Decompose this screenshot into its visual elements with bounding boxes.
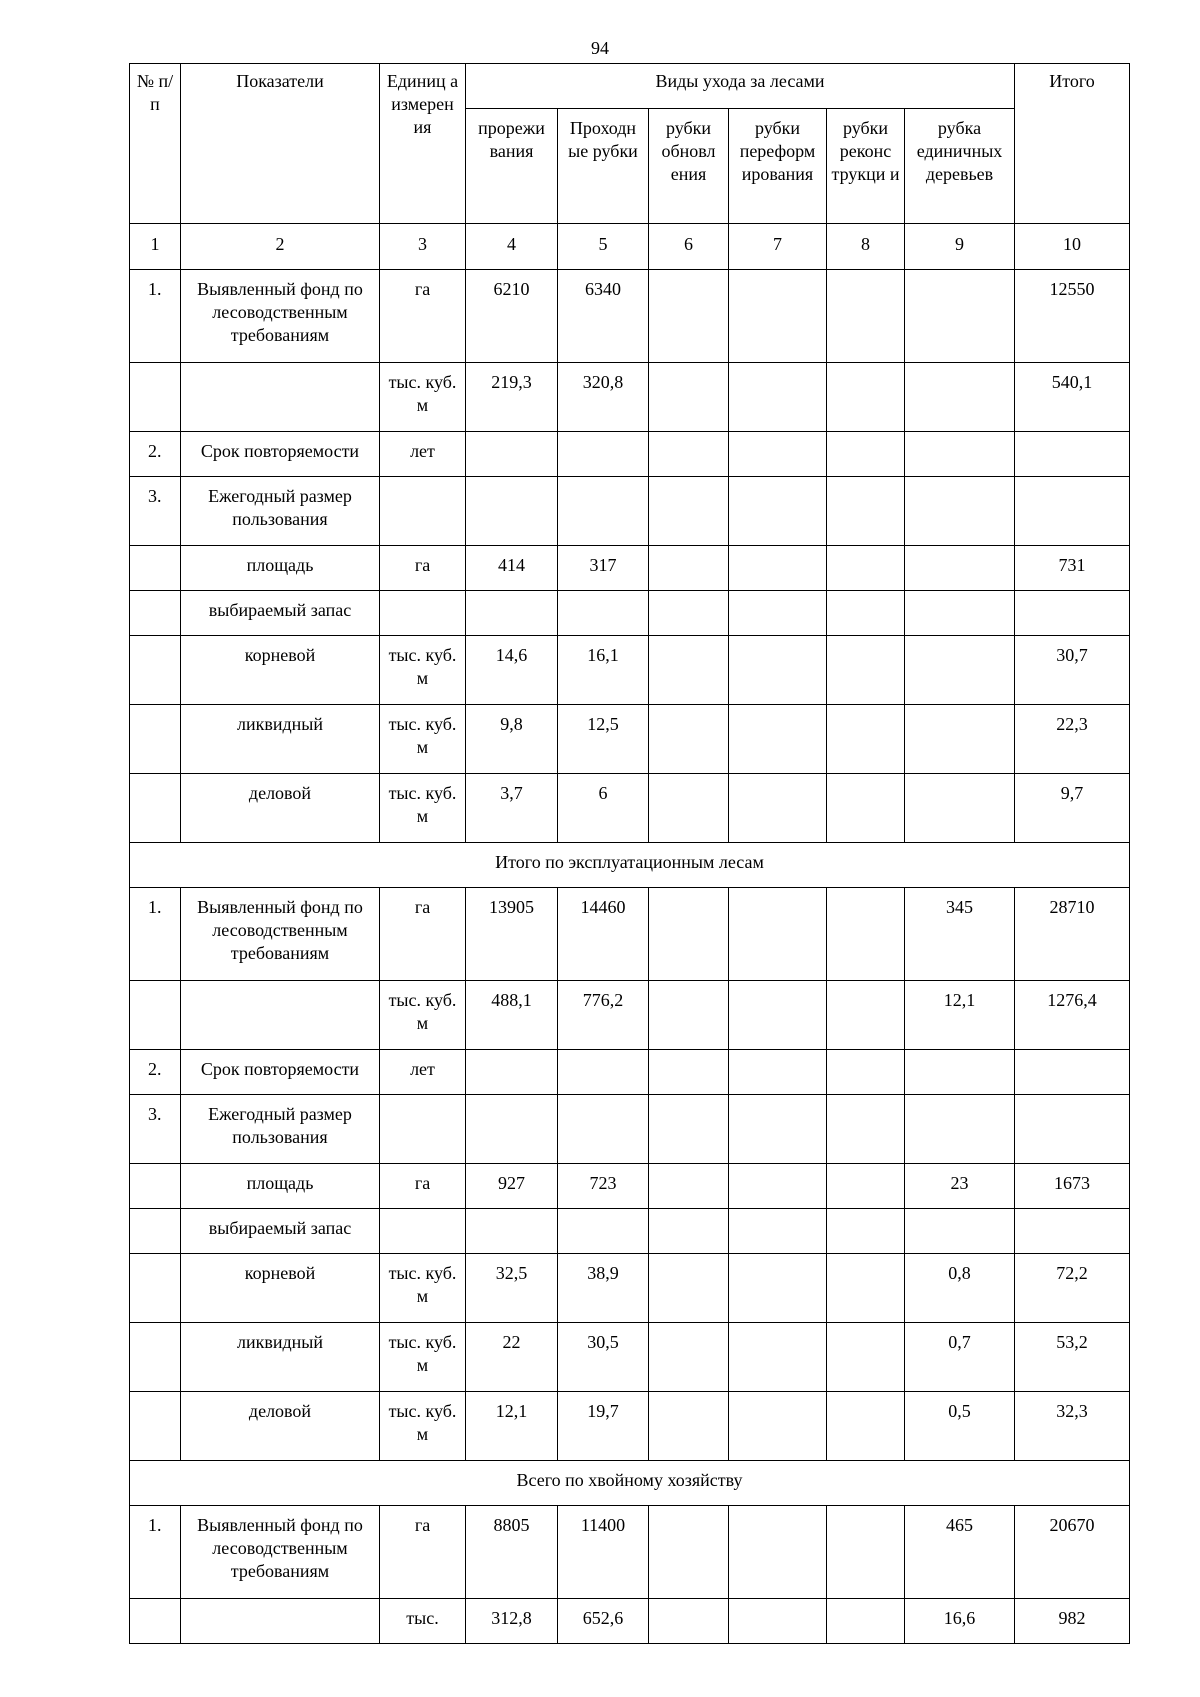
table-row	[130, 363, 1130, 432]
column-number: 5	[558, 224, 649, 270]
row-number: 2.	[130, 432, 181, 477]
table-row	[130, 888, 1130, 981]
table-row	[130, 591, 1130, 636]
reconstruction-cutting-value	[827, 1095, 905, 1164]
renewal-cutting-value	[649, 591, 729, 636]
reconstruction-cutting-value	[827, 477, 905, 546]
single-tree-cutting-value	[905, 1209, 1015, 1254]
renewal-cutting-value	[649, 888, 729, 981]
passage-cutting-value: 652,6	[558, 1599, 649, 1644]
total-value	[1015, 1209, 1130, 1254]
reformation-cutting-value	[729, 1209, 827, 1254]
indicator: выбираемый запас	[181, 1209, 380, 1254]
renewal-cutting-value	[649, 1254, 729, 1323]
single-tree-cutting-value	[905, 432, 1015, 477]
indicator: выбираемый запас	[181, 591, 380, 636]
thinning-value: 6210	[466, 270, 558, 363]
total-value: 982	[1015, 1599, 1130, 1644]
passage-cutting-value: 320,8	[558, 363, 649, 432]
unit	[380, 1095, 466, 1164]
thinning-value: 927	[466, 1164, 558, 1209]
renewal-cutting-value	[649, 1392, 729, 1461]
indicator: Ежегодный размер пользования	[181, 1095, 380, 1164]
single-tree-cutting-value: 465	[905, 1506, 1015, 1599]
table-row	[130, 1506, 1130, 1599]
unit: га	[380, 1506, 466, 1599]
reformation-cutting-value	[729, 1599, 827, 1644]
renewal-cutting-value	[649, 1506, 729, 1599]
single-tree-cutting-value	[905, 1095, 1015, 1164]
renewal-cutting-value	[649, 774, 729, 843]
reformation-cutting-value	[729, 270, 827, 363]
single-tree-cutting-value	[905, 477, 1015, 546]
passage-cutting-value	[558, 591, 649, 636]
total-value: 72,2	[1015, 1254, 1130, 1323]
reconstruction-cutting-value	[827, 363, 905, 432]
column-number: 10	[1015, 224, 1130, 270]
single-tree-cutting-value	[905, 1050, 1015, 1095]
single-tree-cutting-value: 12,1	[905, 981, 1015, 1050]
table-row	[130, 1392, 1130, 1461]
header-single-tree-cutting: рубка единичных деревьев	[905, 109, 1015, 224]
row-number: 1.	[130, 270, 181, 363]
thinning-value: 414	[466, 546, 558, 591]
indicator: площадь	[181, 1164, 380, 1209]
reconstruction-cutting-value	[827, 636, 905, 705]
indicator: Ежегодный размер пользования	[181, 477, 380, 546]
total-value: 22,3	[1015, 705, 1130, 774]
column-number: 2	[181, 224, 380, 270]
thinning-value: 9,8	[466, 705, 558, 774]
unit	[380, 591, 466, 636]
indicator: Выявленный фонд по лесоводственным требованиям	[181, 270, 380, 363]
total-value: 32,3	[1015, 1392, 1130, 1461]
passage-cutting-value: 19,7	[558, 1392, 649, 1461]
reconstruction-cutting-value	[827, 270, 905, 363]
renewal-cutting-value	[649, 1095, 729, 1164]
row-number	[130, 1164, 181, 1209]
passage-cutting-value: 30,5	[558, 1323, 649, 1392]
total-value: 540,1	[1015, 363, 1130, 432]
table-row	[130, 774, 1130, 843]
single-tree-cutting-value	[905, 636, 1015, 705]
unit: лет	[380, 432, 466, 477]
thinning-value: 32,5	[466, 1254, 558, 1323]
table-row	[130, 1164, 1130, 1209]
reconstruction-cutting-value	[827, 591, 905, 636]
reformation-cutting-value	[729, 1323, 827, 1392]
reformation-cutting-value	[729, 981, 827, 1050]
reformation-cutting-value	[729, 705, 827, 774]
single-tree-cutting-value: 0,7	[905, 1323, 1015, 1392]
reconstruction-cutting-value	[827, 1599, 905, 1644]
passage-cutting-value: 12,5	[558, 705, 649, 774]
unit	[380, 1209, 466, 1254]
thinning-value	[466, 1050, 558, 1095]
row-number	[130, 636, 181, 705]
column-number: 9	[905, 224, 1015, 270]
single-tree-cutting-value	[905, 270, 1015, 363]
renewal-cutting-value	[649, 1599, 729, 1644]
indicator: площадь	[181, 546, 380, 591]
header-passage-cutting: Проходн ые рубки	[558, 109, 649, 224]
passage-cutting-value: 6	[558, 774, 649, 843]
column-number: 7	[729, 224, 827, 270]
indicator: деловой	[181, 774, 380, 843]
row-number	[130, 1254, 181, 1323]
reconstruction-cutting-value	[827, 1050, 905, 1095]
header-row	[130, 64, 1130, 109]
reformation-cutting-value	[729, 1506, 827, 1599]
row-number	[130, 1599, 181, 1644]
reformation-cutting-value	[729, 1050, 827, 1095]
total-value	[1015, 591, 1130, 636]
renewal-cutting-value	[649, 432, 729, 477]
thinning-value	[466, 1095, 558, 1164]
table-row	[130, 1209, 1130, 1254]
section-title: Итого по эксплуатационным лесам	[130, 843, 1130, 888]
indicator: корневой	[181, 636, 380, 705]
table-row	[130, 270, 1130, 363]
thinning-value	[466, 477, 558, 546]
reconstruction-cutting-value	[827, 705, 905, 774]
single-tree-cutting-value	[905, 546, 1015, 591]
reformation-cutting-value	[729, 477, 827, 546]
passage-cutting-value	[558, 477, 649, 546]
reconstruction-cutting-value	[827, 1392, 905, 1461]
table-row	[130, 546, 1130, 591]
renewal-cutting-value	[649, 705, 729, 774]
unit: тыс. куб. м	[380, 1392, 466, 1461]
unit	[380, 477, 466, 546]
thinning-value	[466, 432, 558, 477]
unit: тыс. куб. м	[380, 981, 466, 1050]
passage-cutting-value: 38,9	[558, 1254, 649, 1323]
renewal-cutting-value	[649, 1050, 729, 1095]
reconstruction-cutting-value	[827, 1323, 905, 1392]
passage-cutting-value: 776,2	[558, 981, 649, 1050]
thinning-value: 8805	[466, 1506, 558, 1599]
thinning-value	[466, 1209, 558, 1254]
passage-cutting-value: 16,1	[558, 636, 649, 705]
total-value: 20670	[1015, 1506, 1130, 1599]
row-number	[130, 591, 181, 636]
table-row	[130, 477, 1130, 546]
reformation-cutting-value	[729, 1392, 827, 1461]
unit: тыс. куб. м	[380, 1323, 466, 1392]
indicator	[181, 363, 380, 432]
header-indicators: Показатели	[181, 64, 380, 224]
indicator: Срок повторяемости	[181, 432, 380, 477]
thinning-value: 219,3	[466, 363, 558, 432]
reconstruction-cutting-value	[827, 1506, 905, 1599]
unit: га	[380, 546, 466, 591]
passage-cutting-value	[558, 1095, 649, 1164]
renewal-cutting-value	[649, 981, 729, 1050]
thinning-value: 22	[466, 1323, 558, 1392]
header-total: Итого	[1015, 64, 1130, 224]
header-care-types: Виды ухода за лесами	[466, 64, 1015, 109]
row-number	[130, 774, 181, 843]
single-tree-cutting-value	[905, 591, 1015, 636]
indicator: деловой	[181, 1392, 380, 1461]
table-row	[130, 636, 1130, 705]
table-row	[130, 1050, 1130, 1095]
header-renewal-cutting: рубки обновл ения	[649, 109, 729, 224]
column-number-row	[130, 224, 1130, 270]
table-row	[130, 1323, 1130, 1392]
single-tree-cutting-value: 0,8	[905, 1254, 1015, 1323]
total-value	[1015, 1095, 1130, 1164]
reformation-cutting-value	[729, 363, 827, 432]
single-tree-cutting-value: 16,6	[905, 1599, 1015, 1644]
reconstruction-cutting-value	[827, 981, 905, 1050]
indicator	[181, 1599, 380, 1644]
thinning-value: 13905	[466, 888, 558, 981]
section-title: Всего по хвойному хозяйству	[130, 1461, 1130, 1506]
table-row	[130, 705, 1130, 774]
renewal-cutting-value	[649, 270, 729, 363]
column-number: 8	[827, 224, 905, 270]
single-tree-cutting-value	[905, 363, 1015, 432]
column-number: 1	[130, 224, 181, 270]
single-tree-cutting-value: 345	[905, 888, 1015, 981]
indicator: Срок повторяемости	[181, 1050, 380, 1095]
single-tree-cutting-value: 0,5	[905, 1392, 1015, 1461]
reconstruction-cutting-value	[827, 1254, 905, 1323]
reformation-cutting-value	[729, 1254, 827, 1323]
reformation-cutting-value	[729, 774, 827, 843]
section-row	[130, 1461, 1130, 1506]
page-number: 94	[591, 38, 609, 58]
total-value: 1673	[1015, 1164, 1130, 1209]
total-value: 28710	[1015, 888, 1130, 981]
reformation-cutting-value	[729, 1164, 827, 1209]
renewal-cutting-value	[649, 546, 729, 591]
section-row	[130, 843, 1130, 888]
row-number	[130, 1323, 181, 1392]
renewal-cutting-value	[649, 1209, 729, 1254]
reformation-cutting-value	[729, 888, 827, 981]
passage-cutting-value: 14460	[558, 888, 649, 981]
unit: га	[380, 888, 466, 981]
passage-cutting-value	[558, 1050, 649, 1095]
reformation-cutting-value	[729, 636, 827, 705]
header-thinning: прорежи вания	[466, 109, 558, 224]
row-number	[130, 1209, 181, 1254]
passage-cutting-value: 6340	[558, 270, 649, 363]
thinning-value	[466, 591, 558, 636]
indicator: ликвидный	[181, 705, 380, 774]
total-value	[1015, 1050, 1130, 1095]
total-value: 1276,4	[1015, 981, 1130, 1050]
passage-cutting-value: 11400	[558, 1506, 649, 1599]
reconstruction-cutting-value	[827, 546, 905, 591]
thinning-value: 3,7	[466, 774, 558, 843]
unit: тыс. куб. м	[380, 1254, 466, 1323]
renewal-cutting-value	[649, 1323, 729, 1392]
total-value	[1015, 432, 1130, 477]
table-row	[130, 1095, 1130, 1164]
total-value: 12550	[1015, 270, 1130, 363]
table-row	[130, 432, 1130, 477]
indicator: Выявленный фонд по лесоводственным требованиям	[181, 888, 380, 981]
row-number: 3.	[130, 1095, 181, 1164]
passage-cutting-value: 317	[558, 546, 649, 591]
indicator	[181, 981, 380, 1050]
header-num: № п/п	[130, 64, 181, 224]
table-row	[130, 1599, 1130, 1644]
indicator: корневой	[181, 1254, 380, 1323]
forest-care-table	[129, 63, 1130, 1644]
indicator: ликвидный	[181, 1323, 380, 1392]
single-tree-cutting-value	[905, 774, 1015, 843]
reconstruction-cutting-value	[827, 1164, 905, 1209]
thinning-value: 12,1	[466, 1392, 558, 1461]
indicator: Выявленный фонд по лесоводственным требованиям	[181, 1506, 380, 1599]
total-value: 731	[1015, 546, 1130, 591]
header-reconstruction-cutting: рубки реконс трукци и	[827, 109, 905, 224]
unit: га	[380, 1164, 466, 1209]
header-reformation-cutting: рубки переформ ирования	[729, 109, 827, 224]
row-number: 1.	[130, 1506, 181, 1599]
row-number	[130, 981, 181, 1050]
reformation-cutting-value	[729, 432, 827, 477]
unit: тыс. куб. м	[380, 705, 466, 774]
unit: тыс. куб. м	[380, 636, 466, 705]
thinning-value: 488,1	[466, 981, 558, 1050]
reconstruction-cutting-value	[827, 774, 905, 843]
renewal-cutting-value	[649, 636, 729, 705]
reconstruction-cutting-value	[827, 1209, 905, 1254]
row-number	[130, 363, 181, 432]
row-number	[130, 546, 181, 591]
total-value	[1015, 477, 1130, 546]
column-number: 6	[649, 224, 729, 270]
renewal-cutting-value	[649, 1164, 729, 1209]
column-number: 3	[380, 224, 466, 270]
row-number	[130, 705, 181, 774]
thinning-value: 312,8	[466, 1599, 558, 1644]
total-value: 30,7	[1015, 636, 1130, 705]
renewal-cutting-value	[649, 477, 729, 546]
passage-cutting-value	[558, 432, 649, 477]
unit: лет	[380, 1050, 466, 1095]
row-number: 1.	[130, 888, 181, 981]
unit: тыс.	[380, 1599, 466, 1644]
unit: тыс. куб. м	[380, 363, 466, 432]
column-number: 4	[466, 224, 558, 270]
header-unit: Единиц а измерен ия	[380, 64, 466, 224]
thinning-value: 14,6	[466, 636, 558, 705]
unit: тыс. куб. м	[380, 774, 466, 843]
table-row	[130, 1254, 1130, 1323]
total-value: 53,2	[1015, 1323, 1130, 1392]
passage-cutting-value	[558, 1209, 649, 1254]
row-number	[130, 1392, 181, 1461]
reformation-cutting-value	[729, 591, 827, 636]
reconstruction-cutting-value	[827, 432, 905, 477]
reformation-cutting-value	[729, 1095, 827, 1164]
unit: га	[380, 270, 466, 363]
single-tree-cutting-value	[905, 705, 1015, 774]
total-value: 9,7	[1015, 774, 1130, 843]
row-number: 2.	[130, 1050, 181, 1095]
table-row	[130, 981, 1130, 1050]
renewal-cutting-value	[649, 363, 729, 432]
passage-cutting-value: 723	[558, 1164, 649, 1209]
reformation-cutting-value	[729, 546, 827, 591]
row-number: 3.	[130, 477, 181, 546]
single-tree-cutting-value: 23	[905, 1164, 1015, 1209]
reconstruction-cutting-value	[827, 888, 905, 981]
